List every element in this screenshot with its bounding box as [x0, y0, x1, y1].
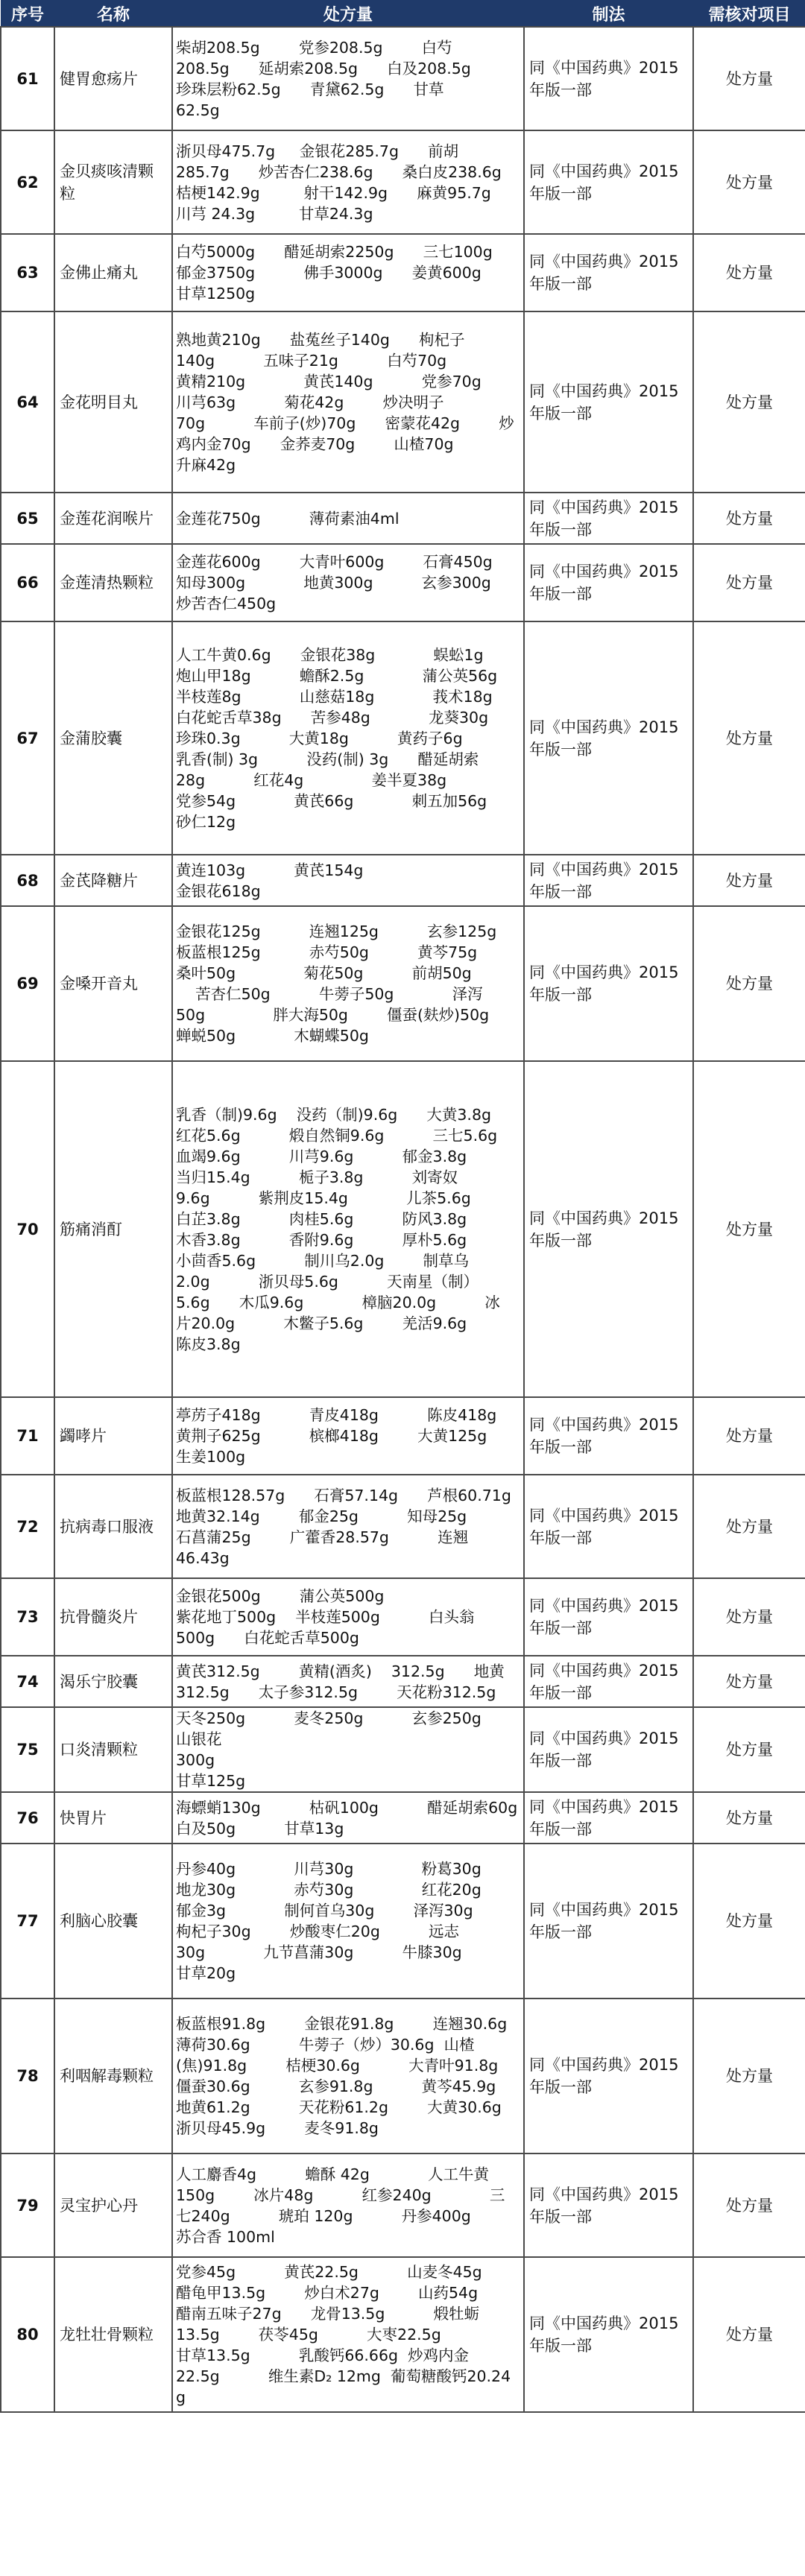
row-number: 74	[1, 1656, 54, 1707]
row-number: 70	[1, 1061, 54, 1397]
row-number: 71	[1, 1397, 54, 1475]
prescription-cell	[172, 311, 524, 493]
header-name: 名称	[54, 1, 172, 28]
prescription-cell	[172, 1844, 524, 1999]
table-row	[1, 1578, 805, 1656]
method-cell	[524, 1844, 693, 1999]
method-cell-text: 同《中国药典》2015年版一部	[529, 1506, 679, 1547]
table-row	[1, 1397, 805, 1475]
method-cell	[524, 1475, 693, 1578]
method-cell	[524, 2153, 693, 2257]
medicine-name: 金佛止痛丸	[54, 234, 172, 311]
table-row	[1, 2153, 805, 2257]
prescription-cell-text: 丹参40g 川芎30g 粉葛30g 地龙30g 赤芍30g 红花20g 郁金3g 制何首乌30g 泽泻30g 枸杞子30g 炒酸枣仁20g 远志 30g 九节菖蒲30g 牛膝30g 甘草20g	[176, 1860, 482, 1982]
method-cell-text: 同《中国药典》2015年版一部	[529, 382, 679, 423]
method-cell-text: 同《中国药典》2015年版一部	[529, 860, 679, 901]
method-cell-text: 同《中国药典》2015年版一部	[529, 1209, 679, 1250]
prescription-cell-text: 柴胡208.5g 党参208.5g 白芍 208.5g 延胡索208.5g 白及208.5g 珍珠层粉62.5g 青黛62.5g 甘草 62.5g	[176, 38, 471, 119]
table-row	[1, 234, 805, 311]
medicine-name: 龙牡壮骨颗粒	[54, 2257, 172, 2412]
method-cell	[524, 1792, 693, 1844]
prescription-cell	[172, 906, 524, 1061]
row-number: 77	[1, 1844, 54, 1999]
prescription-cell	[172, 1656, 524, 1707]
method-cell	[524, 1397, 693, 1475]
prescription-cell-text: 金银花125g 连翘125g 玄参125g 板蓝根125g 赤芍50g 黄芩75g 桑叶50g 菊花50g 前胡50g 苦杏仁50g 牛蒡子50g 泽泻 50g 胖大海50g 僵蚕(麸炒)50g 蝉蜕50g 木蝴蝶50g	[176, 923, 497, 1045]
method-cell-text: 同《中国药典》2015年版一部	[529, 1730, 679, 1770]
row-number: 80	[1, 2257, 54, 2412]
medicine-name: 健胃愈疡片	[54, 27, 172, 130]
method-cell-text: 同《中国药典》2015年版一部	[529, 2314, 679, 2355]
header-prescription: 处方量	[172, 1, 524, 28]
row-number: 69	[1, 906, 54, 1061]
medicine-name: 筋痛消酊	[54, 1061, 172, 1397]
method-cell-text: 同《中国药典》2015年版一部	[529, 498, 679, 539]
table-row	[1, 1844, 805, 1999]
audit-item-cell: 处方量	[693, 621, 805, 855]
medicine-name: 金芪降糖片	[54, 855, 172, 906]
row-number: 63	[1, 234, 54, 311]
table-row	[1, 493, 805, 544]
prescription-cell	[172, 1792, 524, 1844]
medicine-name: 金莲清热颗粒	[54, 544, 172, 621]
method-cell	[524, 234, 693, 311]
table-row	[1, 906, 805, 1061]
prescription-cell-text: 黄连103g 黄芪154g 金银花618g	[176, 861, 364, 900]
audit-item-cell: 处方量	[693, 1707, 805, 1792]
method-cell-text: 同《中国药典》2015年版一部	[529, 1661, 679, 1702]
table-row	[1, 855, 805, 906]
prescription-cell-text: 白芍5000g 醋延胡索2250g 三七100g 郁金3750g 佛手3000g 姜黄600g 甘草1250g	[176, 243, 493, 303]
method-cell	[524, 2257, 693, 2412]
table-row	[1, 311, 805, 493]
method-cell	[524, 544, 693, 621]
medicine-name: 金花明目丸	[54, 311, 172, 493]
audit-item-cell: 处方量	[693, 27, 805, 130]
row-number: 72	[1, 1475, 54, 1578]
method-cell-text: 同《中国药典》2015年版一部	[529, 718, 679, 759]
prescription-cell	[172, 855, 524, 906]
table-row	[1, 1656, 805, 1707]
row-number: 73	[1, 1578, 54, 1656]
prescription-cell	[172, 1707, 524, 1792]
method-cell-text: 同《中国药典》2015年版一部	[529, 58, 679, 99]
row-number: 75	[1, 1707, 54, 1792]
medicine-name: 金嗓开音丸	[54, 906, 172, 1061]
audit-item-cell: 处方量	[693, 2257, 805, 2412]
prescription-cell-text: 板蓝根91.8g 金银花91.8g 连翘30.6g 薄荷30.6g 牛蒡子（炒）30.6g 山楂 (焦)91.8g 桔梗30.6g 大青叶91.8g 僵蚕30.6g 玄参91.8g 黄芩45.9g 地黄61.2g 天花粉61.2g 大黄30.6g 浙贝母45.9g 麦冬91.8g	[176, 2015, 508, 2137]
audit-item-cell: 处方量	[693, 1792, 805, 1844]
medicine-name: 口炎清颗粒	[54, 1707, 172, 1792]
table-row	[1, 2257, 805, 2412]
table-row	[1, 1061, 805, 1397]
prescription-cell	[172, 1475, 524, 1578]
audit-item-cell: 处方量	[693, 234, 805, 311]
audit-item-cell: 处方量	[693, 311, 805, 493]
method-cell-text: 同《中国药典》2015年版一部	[529, 1597, 679, 1637]
prescription-cell	[172, 234, 524, 311]
medicine-name: 快胃片	[54, 1792, 172, 1844]
method-cell	[524, 855, 693, 906]
prescription-cell	[172, 1397, 524, 1475]
header-audit: 需核对项目	[693, 1, 805, 28]
method-cell	[524, 130, 693, 234]
prescription-cell-text: 天冬250g 麦冬250g 玄参250g 山银花 300g 甘草125g	[176, 1709, 482, 1790]
prescription-cell	[172, 493, 524, 544]
method-cell	[524, 1656, 693, 1707]
audit-item-cell: 处方量	[693, 1578, 805, 1656]
table-row	[1, 130, 805, 234]
method-cell	[524, 621, 693, 855]
prescription-cell-text: 板蓝根128.57g 石膏57.14g 芦根60.71g 地黄32.14g 郁金25g 知母25g 石菖蒲25g 广藿香28.57g 连翘 46.43g	[176, 1486, 511, 1567]
method-cell-text: 同《中国药典》2015年版一部	[529, 963, 679, 1004]
audit-item-cell: 处方量	[693, 1656, 805, 1707]
prescription-cell-text: 黄芪312.5g 黄精(酒炙) 312.5g 地黄 312.5g 太子参312.5g 天花粉312.5g	[176, 1662, 505, 1701]
prescription-cell-text: 葶苈子418g 青皮418g 陈皮418g 黄荆子625g 槟榔418g 大黄125g 生姜100g	[176, 1406, 497, 1466]
method-cell-text: 同《中国药典》2015年版一部	[529, 2056, 679, 2096]
prescription-cell	[172, 1578, 524, 1656]
prescription-cell	[172, 2153, 524, 2257]
medicine-name: 金蒲胶囊	[54, 621, 172, 855]
prescription-cell	[172, 1999, 524, 2153]
method-cell	[524, 493, 693, 544]
medicine-name: 灵宝护心丹	[54, 2153, 172, 2257]
method-cell	[524, 906, 693, 1061]
table-row	[1, 621, 805, 855]
medicine-name: 抗病毒口服液	[54, 1475, 172, 1578]
row-number: 64	[1, 311, 54, 493]
audit-item-cell: 处方量	[693, 130, 805, 234]
header-row	[1, 1, 805, 28]
audit-item-cell: 处方量	[693, 1844, 805, 1999]
prescription-cell	[172, 621, 524, 855]
method-cell-text: 同《中国药典》2015年版一部	[529, 2185, 679, 2226]
row-number: 76	[1, 1792, 54, 1844]
medicine-name: 金莲花润喉片	[54, 493, 172, 544]
table-row	[1, 1792, 805, 1844]
table-row	[1, 1475, 805, 1578]
row-number: 79	[1, 2153, 54, 2257]
medicine-name: 蠲哮片	[54, 1397, 172, 1475]
method-cell	[524, 1707, 693, 1792]
prescription-cell-text: 乳香（制)9.6g 没药（制)9.6g 大黄3.8g 红花5.6g 煅自然铜9.6g 三七5.6g 血竭9.6g 川芎9.6g 郁金3.8g 当归15.4g 栀子3.8g 刘寄奴 9.6g 紫荆皮15.4g 儿茶5.6g 白芷3.8g 肉桂5.6g 防风3.8g 木香3.8g 香附9.6g 厚朴5.6g 小茴香5.6g 制川乌2.0g 制草乌 2.0g 浙贝母5.6g 天南星（制） 5.6g 木瓜9.6g 樟脑20.0g 冰 片20.0g 木鳖子5.6g 羌活9.6g 陈皮3.8g	[176, 1105, 500, 1353]
prescription-cell-text: 金银花500g 蒲公英500g 紫花地丁500g 半枝莲500g 白头翁 500g 白花蛇舌草500g	[176, 1587, 475, 1647]
prescription-cell	[172, 544, 524, 621]
method-cell-text: 同《中国药典》2015年版一部	[529, 1797, 679, 1838]
prescription-cell-text: 金莲花750g 薄荷素油4ml	[176, 509, 400, 528]
audit-item-cell: 处方量	[693, 906, 805, 1061]
prescription-cell	[172, 27, 524, 130]
medicine-name: 利咽解毒颗粒	[54, 1999, 172, 2153]
table-row	[1, 544, 805, 621]
method-cell	[524, 27, 693, 130]
prescription-cell	[172, 1061, 524, 1397]
medicine-name: 金贝痰咳清颗粒	[54, 130, 172, 234]
row-number: 66	[1, 544, 54, 621]
row-number: 67	[1, 621, 54, 855]
audit-item-cell: 处方量	[693, 493, 805, 544]
row-number: 65	[1, 493, 54, 544]
audit-item-cell: 处方量	[693, 1999, 805, 2153]
method-cell	[524, 1061, 693, 1397]
table-header	[1, 1, 805, 28]
header-num: 序号	[1, 1, 54, 28]
method-cell	[524, 1578, 693, 1656]
prescription-cell-text: 海螵蛸130g 枯矾100g 醋延胡索60g 白及50g 甘草13g	[176, 1798, 518, 1838]
row-number: 61	[1, 27, 54, 130]
row-number: 68	[1, 855, 54, 906]
table-row	[1, 1707, 805, 1792]
prescription-cell-text: 党参45g 黄芪22.5g 山麦冬45g 醋龟甲13.5g 炒白术27g 山药54g 醋南五味子27g 龙骨13.5g 煅牡蛎 13.5g 茯苓45g 大枣22.5g 甘草13.5g 乳酸钙66.66g 炒鸡内金 22.5g 维生素D₂ 12mg 葡萄糖酸钙20.24g	[176, 2263, 511, 2406]
prescription-cell-text: 熟地黄210g 盐菟丝子140g 枸杞子 140g 五味子21g 白芍70g 黄精210g 黄芪140g 党参70g 川芎63g 菊花42g 炒决明子 70g 车前子(炒)70g 密蒙花42g 炒 鸡内金70g 金荞麦70g 山楂70g 升麻42g	[176, 330, 514, 474]
prescription-cell-text: 人工牛黄0.6g 金银花38g 蜈蚣1g 炮山甲18g 蟾酥2.5g 蒲公英56g 半枝莲8g 山慈菇18g 莪术18g 白花蛇舌草38g 苦参48g 龙葵30g 珍珠0.3g 大黄18g 黄药子6g 乳香(制) 3g 没药(制) 3g 醋延胡索 28g 红花4g 姜半夏38g 党参54g 黄芪66g 刺五加56g 砂仁12g	[176, 645, 498, 831]
audit-item-cell: 处方量	[693, 2153, 805, 2257]
audit-item-cell: 处方量	[693, 544, 805, 621]
audit-item-cell: 处方量	[693, 1397, 805, 1475]
header-method: 制法	[524, 1, 693, 28]
prescription-cell	[172, 2257, 524, 2412]
method-cell-text: 同《中国药典》2015年版一部	[529, 1901, 679, 1941]
prescription-cell-text: 人工麝香4g 蟾酥 42g 人工牛黄 150g 冰片48g 红参240g 三 七240g 琥珀 120g 丹参400g 苏合香 100ml	[176, 2165, 505, 2246]
method-cell-text: 同《中国药典》2015年版一部	[529, 253, 679, 293]
table-row	[1, 1999, 805, 2153]
prescription-cell	[172, 130, 524, 234]
row-number: 62	[1, 130, 54, 234]
medicine-name: 抗骨髓炎片	[54, 1578, 172, 1656]
audit-item-cell: 处方量	[693, 1061, 805, 1397]
method-cell	[524, 311, 693, 493]
method-cell	[524, 1999, 693, 2153]
method-cell-text: 同《中国药典》2015年版一部	[529, 563, 679, 603]
method-cell-text: 同《中国药典》2015年版一部	[529, 162, 679, 203]
audit-item-cell: 处方量	[693, 1475, 805, 1578]
prescription-cell-text: 金莲花600g 大青叶600g 石膏450g 知母300g 地黄300g 玄参300g 炒苦杏仁450g	[176, 553, 493, 613]
method-cell-text: 同《中国药典》2015年版一部	[529, 1416, 679, 1456]
audit-item-cell: 处方量	[693, 855, 805, 906]
medicine-name: 渴乐宁胶囊	[54, 1656, 172, 1707]
table-row	[1, 27, 805, 130]
table-body	[1, 27, 805, 2412]
row-number: 78	[1, 1999, 54, 2153]
prescription-cell-text: 浙贝母475.7g 金银花285.7g 前胡 285.7g 炒苦杏仁238.6g 桑白皮238.6g 桔梗142.9g 射干142.9g 麻黄95.7g 川芎 24.3g 甘草24.3g	[176, 142, 502, 223]
medicine-name: 利脑心胶囊	[54, 1844, 172, 1999]
